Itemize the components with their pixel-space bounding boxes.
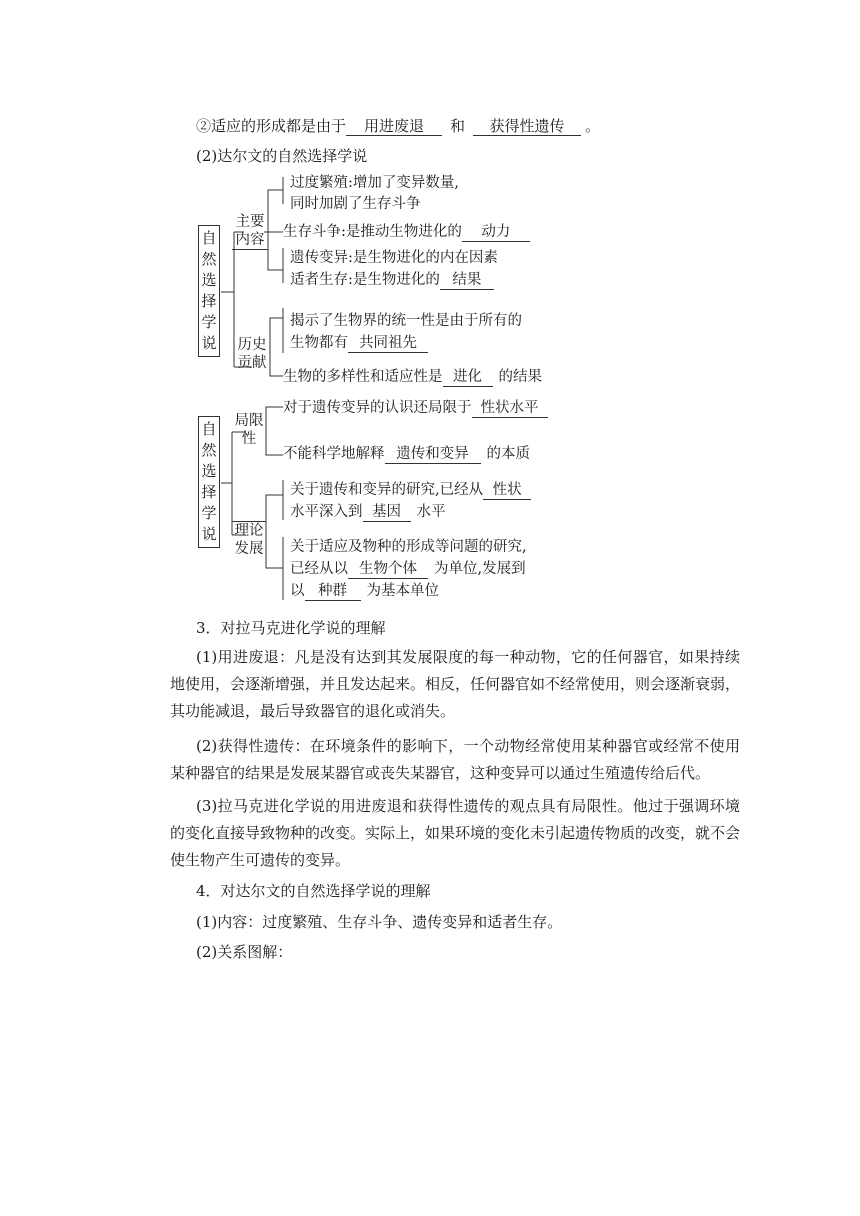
branch-label-line: 局限: [234, 413, 264, 429]
branch-label-line: 内容: [232, 231, 268, 250]
root-char: 说: [201, 525, 217, 543]
diagram-text: 已经从以: [290, 561, 348, 577]
branch-label-theory-development: [232, 521, 266, 558]
paragraph: (1)用进废退：凡是没有达到其发展限度的每一种动物，它的任何器官，如果持续地使用，会逐渐增强，并且发达起来。相反，任何器官如不经常使用，则会逐渐衰弱，其功能减退，最后导致器官的退化或消失。: [170, 648, 741, 720]
diagram-text: 以: [290, 583, 305, 599]
section-heading: 4．对达尔文的自然选择学说的理解: [196, 882, 431, 900]
root-char: 择: [201, 292, 217, 310]
root-char: 选: [201, 462, 217, 480]
answer-blank: 性状: [483, 481, 531, 500]
answer-blank: 获得性遗传: [473, 117, 581, 136]
answer-blank: 基因: [363, 503, 411, 522]
diagram-text: 同时加剧了生存斗争: [290, 196, 421, 212]
answer-blank: 遗传和变异: [385, 445, 481, 464]
sentence-prefix: ②适应的形成都是由于: [196, 117, 347, 135]
sentence-mid: 和: [450, 117, 466, 135]
root-char: 学: [201, 504, 217, 522]
diagram-text: 适者生存:是生物进化的: [290, 272, 440, 288]
branch-label-line: 历史: [237, 337, 267, 353]
root-char: 然: [201, 441, 217, 459]
diagram-text: 遗传变异:是生物进化的内在因素: [290, 250, 498, 266]
diagram-text: 关于遗传和变异的研究,已经从: [290, 482, 484, 498]
diagram-text: 对于遗传变异的认识还局限于: [283, 400, 472, 416]
paragraph: (3)拉马克进化学说的用进废退和获得性遗传的观点具有局限性。他过于强调环境的变化直接导致物种的改变。实际上，如果环境的变化未引起遗传物质的改变，就不会使生物产生可遗传的变异。: [170, 797, 741, 869]
answer-blank: 结果: [440, 271, 494, 290]
diagram-text: 的本质: [486, 446, 530, 462]
diagram-text: 揭示了生物界的统一性是由于所有的: [290, 313, 522, 329]
answer-blank: 性状水平: [472, 399, 548, 418]
diagram-text-with-blank: [283, 222, 530, 242]
diagram-text: 关于适应及物种的形成等问题的研究,: [290, 539, 527, 555]
answer-blank: 生物个体: [348, 560, 428, 579]
branch-label-line: 理论: [232, 521, 266, 540]
sentence-suffix: 。: [585, 117, 601, 135]
diagram-text-with-blank: [290, 502, 446, 522]
section-heading: (2)达尔文的自然选择学说: [196, 147, 368, 165]
root-char: 然: [201, 250, 217, 268]
root-char: 说: [201, 334, 217, 352]
answer-blank: 共同祖先: [348, 334, 428, 353]
diagram-text-with-blank: [283, 444, 530, 464]
diagram-text-with-blank: [290, 270, 494, 290]
root-node-natural-selection: [198, 416, 220, 548]
diagram-text: 生物的多样性和适应性是: [283, 369, 443, 385]
diagram-text: 的结果: [498, 369, 542, 385]
paragraph: (2)关系图解：: [196, 943, 293, 961]
branch-label-main-content: [232, 213, 268, 250]
diagram-text: 为单位,发展到: [434, 561, 526, 577]
diagram-text-with-blank: [290, 480, 531, 500]
diagram-text: 过度繁殖:增加了变异数量,: [290, 175, 459, 191]
branch-label-limitations: [232, 412, 266, 448]
diagram-text-with-blank: [290, 581, 439, 601]
root-char: 自: [201, 420, 217, 438]
diagram-text: 水平深入到: [290, 504, 363, 520]
root-char: 学: [201, 313, 217, 331]
paragraph: (2)获得性遗传：在环境条件的影响下，一个动物经常使用某种器官或经常不使用某种器官的结果是发展某器官或丧失某器官，这种变异可以通过生殖遗传给后代。: [170, 737, 740, 782]
branch-label-line: 主要: [235, 214, 265, 230]
branch-label-line: 发展: [234, 541, 264, 557]
root-char: 择: [201, 483, 217, 501]
section-heading: 3．对拉马克进化学说的理解: [196, 619, 386, 637]
root-char: 自: [201, 229, 217, 247]
root-char: 选: [201, 271, 217, 289]
answer-blank: 进化: [443, 368, 493, 387]
branch-label-line: 贡献: [237, 355, 267, 371]
diagram-text: 不能科学地解释: [283, 446, 385, 462]
diagram-text-with-blank: [283, 398, 548, 418]
branch-label-line: 性: [241, 431, 257, 447]
paragraph: (1)内容：过度繁殖、生存斗争、遗传变异和适者生存。: [196, 913, 563, 931]
diagram-text: 水平: [416, 504, 446, 520]
diagram-text-with-blank: [290, 333, 428, 353]
diagram-text: 为基本单位: [366, 583, 439, 599]
diagram-text-with-blank: [290, 559, 526, 579]
diagram-text-with-blank: [283, 367, 542, 387]
answer-blank: 用进废退: [346, 117, 442, 136]
root-node-natural-selection: [198, 225, 220, 357]
branch-label-historical-contribution: [234, 336, 270, 372]
answer-blank: 动力: [462, 223, 530, 242]
answer-blank: 种群: [305, 582, 361, 601]
diagram-text: 生存斗争:是推动生物进化的: [283, 224, 462, 240]
diagram-text: 生物都有: [290, 335, 348, 351]
